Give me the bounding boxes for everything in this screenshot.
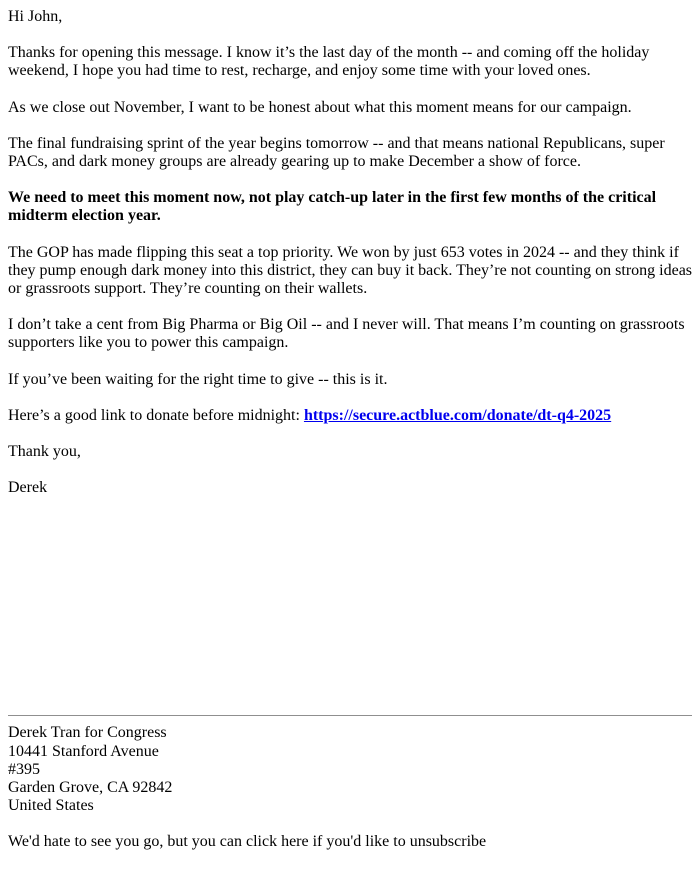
- footer-org-name: Derek Tran for Congress: [8, 724, 167, 742]
- signature: Derek: [8, 479, 48, 497]
- paragraph-sprint: The final fundraising sprint of the year begins tomorrow -- and that means national Republicans, super PACs, and dark money groups are already gearing up to make December a show of force.: [8, 134, 665, 171]
- paragraph-november: As we close out November, I want to be honest about what this moment means for our campaign.: [8, 98, 632, 116]
- unsubscribe-suffix: if you'd like to unsubscribe: [308, 833, 487, 851]
- greeting: Hi John,: [8, 8, 63, 25]
- footer-address-city: Garden Grove, CA 92842: [8, 779, 173, 797]
- paragraph-thanks: Thanks for opening this message. I know it’s the last day of the month -- and coming off the holiday weekend, I hope you had time to rest, recharge, and enjoy some time with your loved ones.: [8, 44, 650, 80]
- footer-address-unit: #395: [8, 760, 40, 778]
- unsubscribe-line: [8, 833, 692, 851]
- email-body: [8, 8, 692, 852]
- footer-divider: [8, 715, 692, 716]
- paragraph-waiting: If you’ve been waiting for the right time to give -- this is it.: [8, 370, 388, 388]
- footer-address-block: [8, 724, 692, 815]
- donate-line: [8, 407, 692, 425]
- donate-line-prefix: Here’s a good link to donate before midnight:: [8, 406, 304, 424]
- unsubscribe-prefix: We'd hate to see you go, but you can: [8, 833, 246, 851]
- footer-address-country: United States: [8, 797, 94, 815]
- paragraph-bold-urgency: We need to meet this moment now, not play catch-up later in the first few months of the critical midterm election year.: [8, 189, 657, 225]
- footer-address-street: 10441 Stanford Avenue: [8, 742, 159, 760]
- closing: Thank you,: [8, 443, 81, 461]
- donate-link[interactable]: https://secure.actblue.com/donate/dt-q4-2025: [303, 406, 612, 424]
- unsubscribe-link[interactable]: click here: [245, 833, 309, 851]
- paragraph-pharma: I don’t take a cent from Big Pharma or Big Oil -- and I never will. That means I’m counting on grassroots supporters like you to power this campaign.: [8, 316, 685, 352]
- paragraph-gop: The GOP has made flipping this seat a top priority. We won by just 653 votes in 2024 -- and they think if they pump enough dark money into this district, they can buy it back. They’re not counting on strong ideas or grassroots support. They’re counting on their wallets.: [8, 243, 693, 298]
